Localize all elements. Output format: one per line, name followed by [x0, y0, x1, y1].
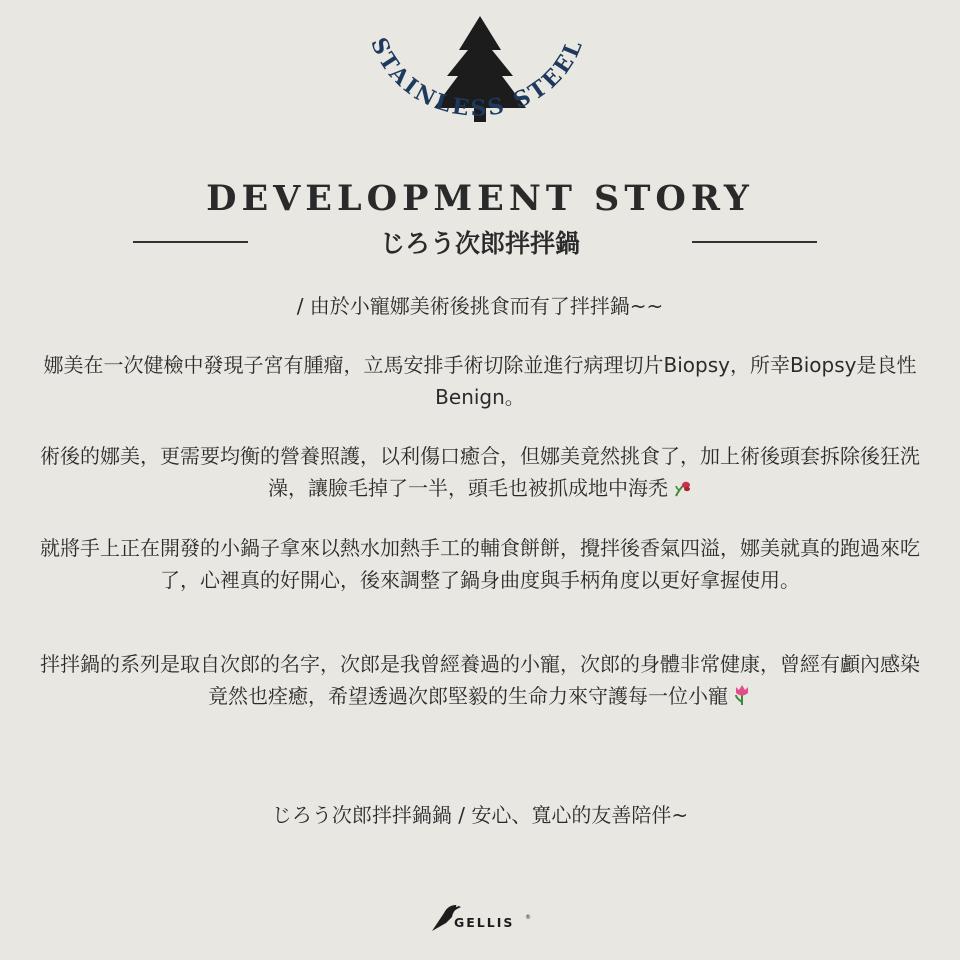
paragraph-5-text: 拌拌鍋的系列是取自次郎的名字，次郎是我曾經養過的小寵，次郎的身體非常健康，曾經有顱內感染竟然也痊癒，希望透過次郎堅毅的生命力來守護每一位小寵 — [40, 652, 920, 708]
story-block-2 — [40, 440, 920, 507]
closing-line — [40, 799, 920, 831]
subtitle: じろう次郎拌拌鍋 — [379, 229, 580, 258]
paragraph-3-text: 術後的娜美，更需要均衡的營養照護，以利傷口癒合，但娜美竟然挑食了，加上術後頭套拆除後狂洗澡，讓臉毛掉了一半，頭毛也被抓成地中海禿 — [40, 444, 920, 500]
stainless-steel-badge — [340, 10, 620, 160]
paragraph-3 — [40, 440, 920, 507]
registered-mark: ® — [525, 914, 531, 921]
right-divider — [692, 241, 817, 243]
gellis-logo — [428, 893, 532, 933]
paragraph-2: 娜美在一次健檢中發現子宮有腫瘤，立馬安排手術切除並進行病理切片Biopsy，所幸Biopsy是良性Benign。 — [43, 353, 917, 409]
page-heading: DEVELOPMENT STORY — [206, 178, 754, 219]
paragraph-6: じろう次郎拌拌鍋鍋 / 安心、寬心的友善陪伴~ — [271, 803, 689, 827]
badge-arc-text: STAINLESS STEEL — [365, 33, 589, 122]
brand-name: GELLIS — [454, 915, 515, 930]
story-block-4 — [40, 648, 920, 715]
intro-line — [40, 290, 920, 322]
wilted-flower-icon — [672, 475, 692, 507]
paragraph-4: 就將手上正在開發的小鍋子拿來以熱水加熱手工的輔食餅餅，攪拌後香氣四溢，娜美就真的跑過來吃了，心裡真的好開心，後來調整了鍋身曲度與手柄角度以更好拿握使用。 — [40, 536, 920, 592]
paragraph-5 — [40, 648, 920, 715]
paragraph-1: / 由於小寵娜美術後挑食而有了拌拌鍋~~ — [296, 294, 664, 318]
story-block-3 — [40, 532, 920, 596]
tulip-icon — [732, 683, 752, 715]
subtitle-row — [0, 224, 960, 260]
story-block-1 — [40, 349, 920, 413]
